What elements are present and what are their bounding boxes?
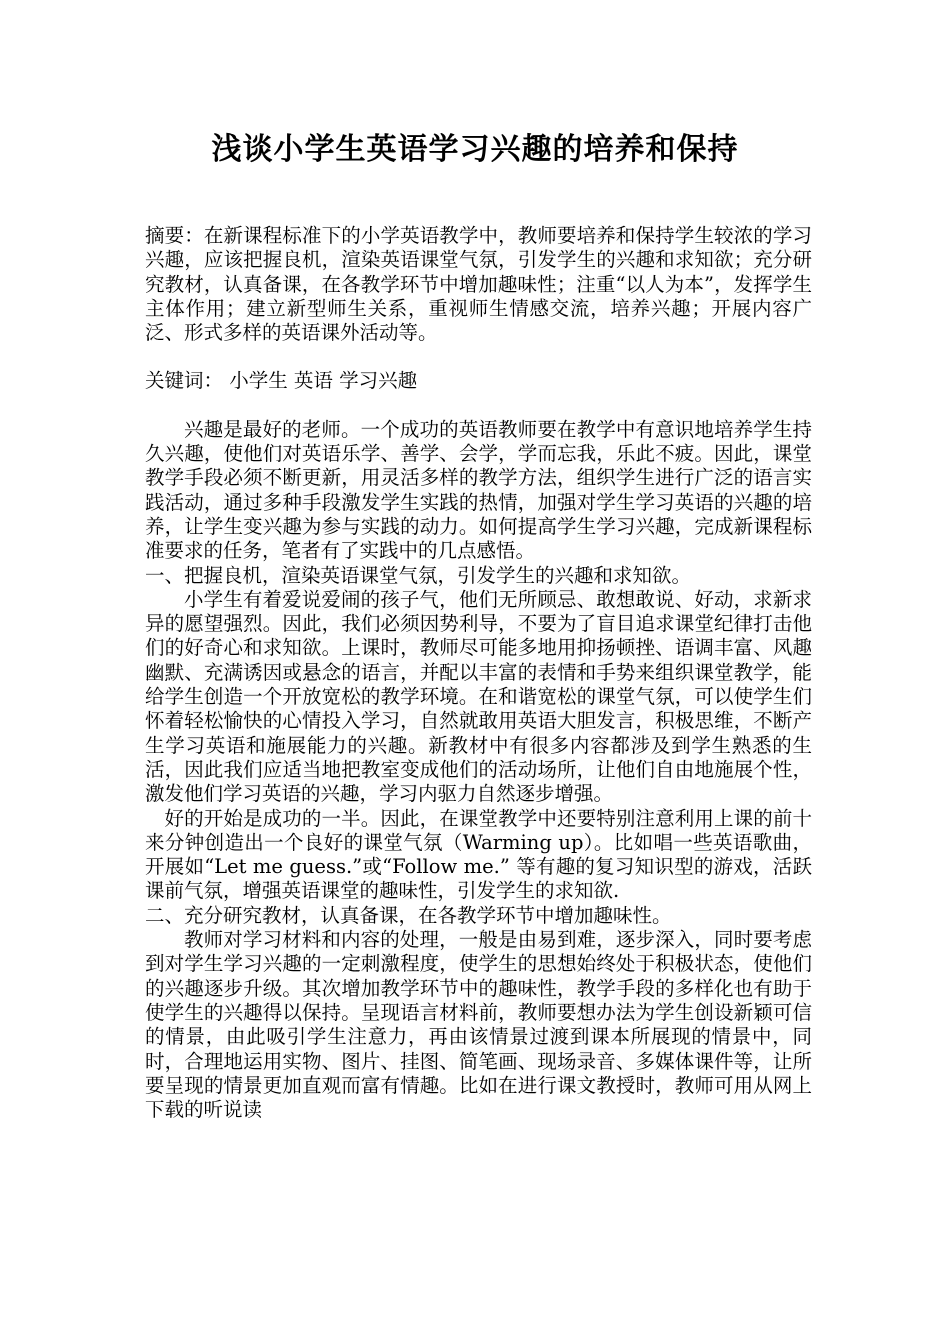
intro-paragraph: 兴趣是最好的老师。一个成功的英语教师要在教学中有意识地培养学生持久兴趣，使他们对英语乐学、善学、会学，学而忘我，乐此不疲。因此，课堂教学手段必须不断更新，用灵活多样的教学方法，组织学生进行广泛的语言实践活动，通过多种手段激发学生实践的热情，加强对学生学习英语的兴趣的培养，让学生变兴趣为参与实践的动力。如何提高学生学习兴趣，完成新课程标准要求的任务，笔者有了实践中的几点感悟。 xyxy=(145,417,812,563)
section-1-paragraph-2: 好的开始是成功的一半。因此，在课堂教学中还要特别注意利用上课的前十来分钟创造出一个良好的课堂气氛（Warming up）。比如唱一些英语歌曲，开展如“Let me guess.”或“Follow me.” 等有趣的复习知识型的游戏，活跃课前气氛，增强英语课堂的趣味性，引发学生的求知欲. xyxy=(145,806,812,903)
page-title: 浅谈小学生英语学习兴趣的培养和保持 xyxy=(211,132,739,167)
section-2-paragraph-1: 教师对学习材料和内容的处理，一般是由易到难，逐步深入，同时要考虑到对学生学习兴趣的一定刺激程度，使学生的思想始终处于积极状态，使他们的兴趣逐步升级。其次增加教学环节中的趣味性，教学手段的多样化也有助于使学生的兴趣得以保持。呈现语言材料前，教师要想办法为学生创设新颖可信的情景，由此吸引学生注意力，再由该情景过渡到课本所展现的情景中，同时，合理地运用实物、图片、挂图、简笔画、现场录音、多媒体课件等，让所要呈现的情景更加直观而富有情趣。比如在进行课文教授时，教师可用从网上下载的听说读 xyxy=(145,928,812,1122)
section-1-heading: 一、把握良机，渲染英语课堂气氛，引发学生的兴趣和求知欲。 xyxy=(145,563,692,587)
keywords-line: 关键词： 小学生 英语 学习兴趣 xyxy=(145,369,418,393)
section-1-paragraph-1: 小学生有着爱说爱闹的孩子气，他们无所顾忌、敢想敢说、好动，求新求异的愿望强烈。因此，我们必须因势利导，不要为了盲目追求课堂纪律打击他们的好奇心和求知欲。上课时，教师尽可能多地用抑扬顿挫、语调丰富、风趣幽默、充满诱因或悬念的语言，并配以丰富的表情和手势来组织课堂教学，能给学生创造一个开放宽松的教学环境。在和谐宽松的课堂气氛，可以使学生们怀着轻松愉快的心情投入学习，自然就敢用英语大胆发言，积极思维，不断产生学习英语和施展能力的兴趣。新教材中有很多内容都涉及到学生熟悉的生活，因此我们应适当地把教室变成他们的活动场所，让他们自由地施展个性，激发他们学习英语的兴趣，学习内驱力自然逐步增强。 xyxy=(145,587,812,806)
document-body xyxy=(145,224,812,1122)
abstract-paragraph: 摘要：在新课程标准下的小学英语教学中，教师要培养和保持学生较浓的学习兴趣，应该把握良机，渲染英语课堂气氛，引发学生的兴趣和求知欲；充分研究教材，认真备课，在各教学环节中增加趣味性；注重“以人为本”，发挥学生主体作用；建立新型师生关系，重视师生情感交流，培养兴趣；开展内容广泛、形式多样的英语课外活动等。 xyxy=(145,224,812,345)
section-2-heading: 二、充分研究教材，认真备课，在各教学环节中增加趣味性。 xyxy=(145,903,672,927)
